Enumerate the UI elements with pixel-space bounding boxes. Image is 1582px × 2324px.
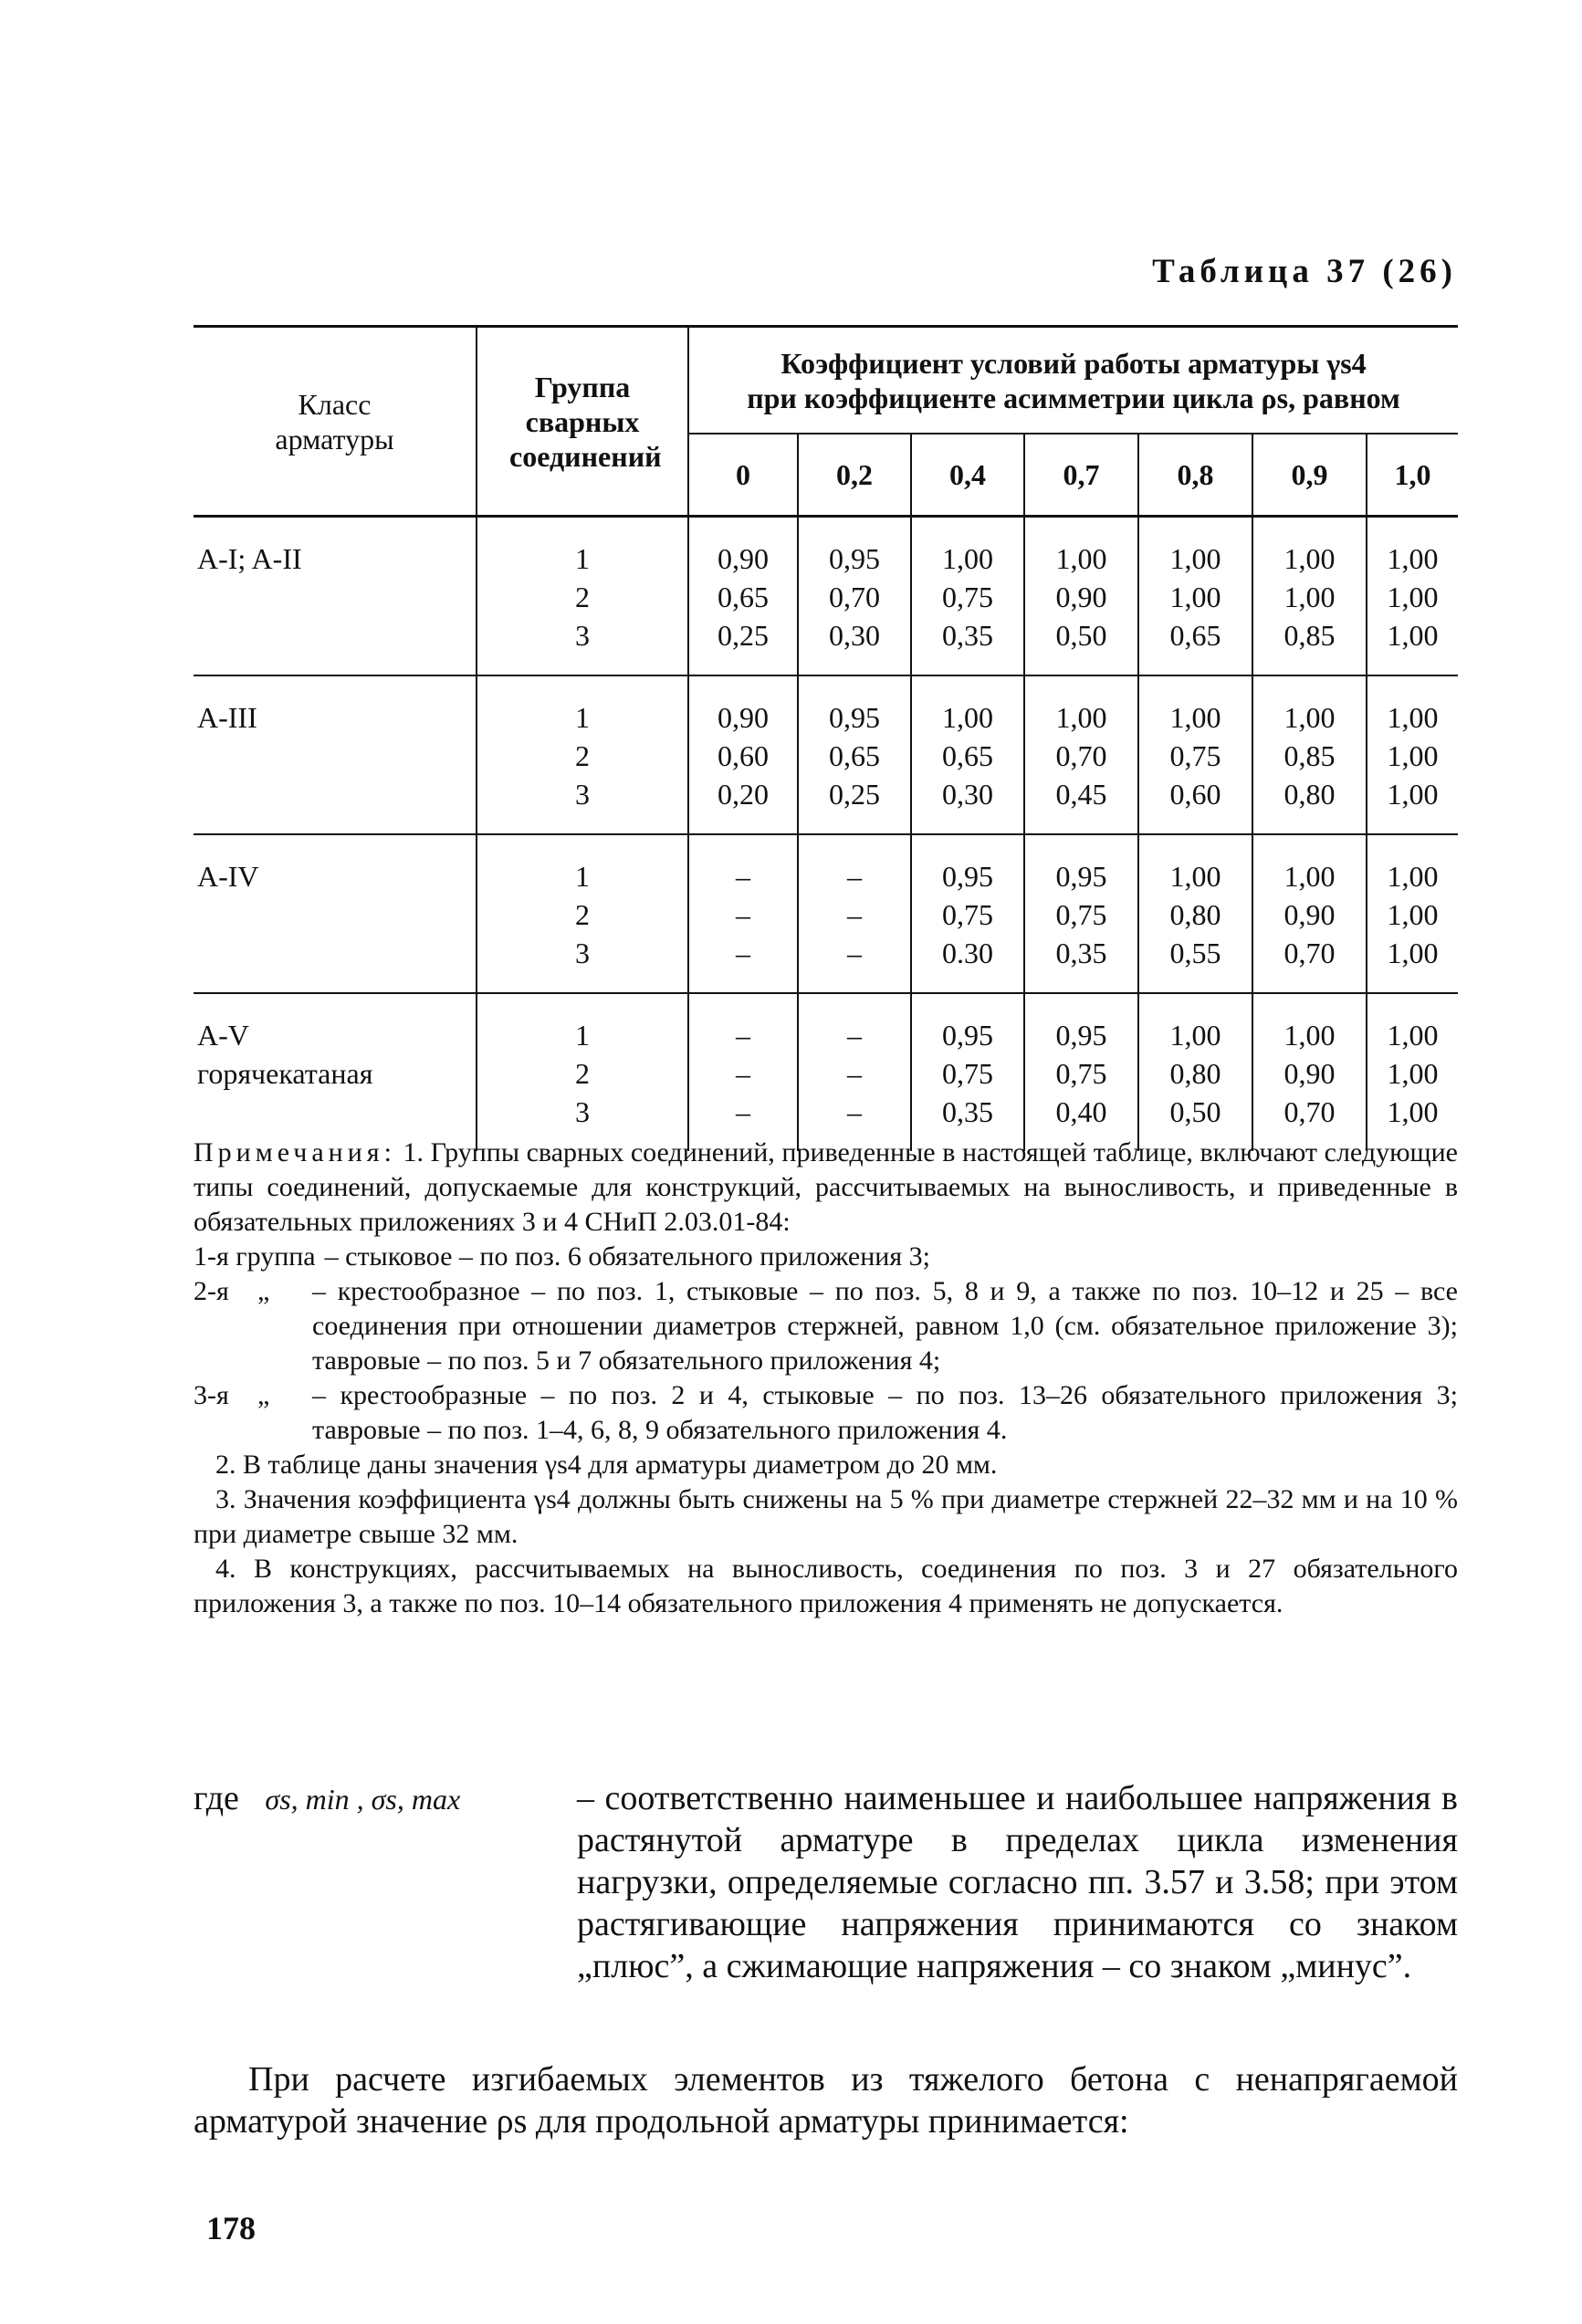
coef-value: 0,85 <box>1283 739 1336 772</box>
joint-group-2-text: – крестообразное – по поз. 1, стыковые – по поз. 5, 8 и 9, а также по поз. 10–12 и 25 – все соединения при отношении диаметров стержней, равном 1,0 (см. обязательное приложение 3); тавровые – по поз. 5 и 7 обязательного приложения 4; <box>312 1276 1458 1376</box>
coef-value: 0,70 <box>829 581 880 613</box>
joint-cell <box>477 675 688 834</box>
header-class <box>194 327 477 517</box>
value-cell <box>1367 675 1458 834</box>
value-cell <box>798 517 911 676</box>
joint-number: 2 <box>575 1057 590 1090</box>
coef-value: 0,95 <box>942 860 993 893</box>
joint-group-1-prefix: 1-я группа <box>194 1241 316 1272</box>
coef-value: 0,65 <box>1169 619 1221 652</box>
value-cell <box>1138 517 1252 676</box>
coef-value: 0,30 <box>942 778 993 811</box>
coef-value: 0,75 <box>1169 739 1221 772</box>
coef-value: 1,00 <box>1055 542 1107 575</box>
value-cell <box>688 834 798 993</box>
header-rho-6: 1,0 <box>1367 434 1458 517</box>
coef-value: 1,00 <box>1283 701 1336 734</box>
coef-value: 0,65 <box>942 739 993 772</box>
joint-number: 1 <box>575 701 590 734</box>
joint-number: 2 <box>575 581 590 613</box>
coef-value: – <box>847 1095 862 1128</box>
value-cell <box>798 834 911 993</box>
note-3: 3. Значения коэффициента γs4 должны быть снижены на 5 % при диаметре стержней 22–32 мм и на 10 % при диаметре свыше 32 мм. <box>194 1484 1458 1549</box>
coef-value: 0,35 <box>1055 937 1107 969</box>
value-cell <box>1138 993 1252 1151</box>
note-2: 2. В таблице даны значения γs4 для арматуры диаметром до 20 мм. <box>215 1450 998 1480</box>
coef-value: 0,80 <box>1169 1057 1221 1090</box>
header-rho-3: 0,7 <box>1024 434 1138 517</box>
joint-number: 2 <box>575 898 590 931</box>
table-notes <box>194 1136 1458 1621</box>
coef-value: 1,00 <box>1387 860 1439 893</box>
notes-lead: Примечания: <box>194 1137 396 1167</box>
class-label: A-III <box>197 701 257 734</box>
value-cell <box>1252 993 1367 1151</box>
coef-value: 1,00 <box>1387 778 1439 811</box>
value-cell <box>911 675 1024 834</box>
coef-value: – <box>736 1019 750 1052</box>
coef-value: – <box>736 937 750 969</box>
table-row <box>194 993 1458 1151</box>
coef-value: 0,60 <box>718 739 769 772</box>
value-cell <box>1252 517 1367 676</box>
joint-cell <box>477 993 688 1151</box>
coef-value: 0,80 <box>1169 898 1221 931</box>
coef-value: 0,70 <box>1283 937 1336 969</box>
coef-value: 0,80 <box>1283 778 1336 811</box>
coef-value: 0,95 <box>829 701 880 734</box>
coef-value: 1,00 <box>1387 1095 1439 1128</box>
class-label: A-IV <box>197 860 259 893</box>
coef-value: 1,00 <box>1387 581 1439 613</box>
coef-value: 1,00 <box>1387 739 1439 772</box>
coef-value: 1,00 <box>1387 937 1439 969</box>
joint-group-3-prefix: 3-я <box>194 1380 229 1410</box>
coef-value: 0,90 <box>718 701 769 734</box>
header-coefficient-line1: Коэффициент условий работы арматуры γs4 <box>781 346 1367 380</box>
coef-value: 0,90 <box>1055 581 1107 613</box>
table-row <box>194 675 1458 834</box>
coef-value: 1,00 <box>1283 581 1336 613</box>
coef-value: 0.30 <box>942 937 993 969</box>
body-paragraph: При расчете изгибаемых элементов из тяжелого бетона с ненапрягаемой арматурой значение ρs для продольной арматуры принимается: <box>194 2060 1458 2141</box>
header-joint-group <box>477 327 688 517</box>
coef-value: 0,95 <box>1055 1019 1107 1052</box>
coef-value: 0,90 <box>718 542 769 575</box>
coef-value: 1,00 <box>1283 1019 1336 1052</box>
joint-group-3 <box>194 1378 1458 1448</box>
note-1-text: 1. Группы сварных соединений, приведенные в настоящей таблице, включают следующие типы соединений, допускаемые для конструкций, рассчитываемых на выносливость, и приведенные в обязательных приложениях 3 и 4 СНиП 2.03.01-84: <box>194 1137 1459 1237</box>
coef-value: 0,75 <box>942 898 993 931</box>
coef-value: 1,00 <box>1387 701 1439 734</box>
coef-value: 0,90 <box>1283 1057 1336 1090</box>
class-cell <box>194 993 477 1151</box>
coef-value: 0,75 <box>1055 1057 1107 1090</box>
joint-cell <box>477 517 688 676</box>
header-rho-2: 0,4 <box>911 434 1024 517</box>
stress-symbols: σs, min , σs, max <box>265 1783 461 1816</box>
value-cell <box>688 675 798 834</box>
table-caption: Таблица 37 (26) <box>1152 253 1457 290</box>
joint-group-1-text: – стыковое – по поз. 6 обязательного приложения 3; <box>324 1241 930 1272</box>
value-cell <box>1138 675 1252 834</box>
value-cell <box>911 834 1024 993</box>
coef-value: – <box>847 860 862 893</box>
value-cell <box>911 993 1024 1151</box>
coef-value: 0,65 <box>718 581 769 613</box>
coef-value: 0,20 <box>718 778 769 811</box>
table-group-a5 <box>194 993 1458 1151</box>
coef-value: 1,00 <box>1387 898 1439 931</box>
joint-cell <box>477 834 688 993</box>
joint-number: 2 <box>575 739 590 772</box>
joint-number: 3 <box>575 778 590 811</box>
coef-value: 0,50 <box>1169 1095 1221 1128</box>
coef-value: 1,00 <box>1387 619 1439 652</box>
coef-value: 1,00 <box>1387 542 1439 575</box>
coef-value: – <box>736 1057 750 1090</box>
coef-value: 1,00 <box>942 701 993 734</box>
coef-value: – <box>736 898 750 931</box>
value-cell <box>1024 993 1138 1151</box>
value-cell <box>1367 834 1458 993</box>
table-row <box>194 834 1458 993</box>
coef-value: 0,25 <box>718 619 769 652</box>
table-group-a3 <box>194 675 1458 834</box>
value-cell <box>1252 675 1367 834</box>
coef-value: 0,95 <box>1055 860 1107 893</box>
coef-value: 1,00 <box>1169 1019 1221 1052</box>
coef-value: 0,35 <box>942 1095 993 1128</box>
coef-value: 0,95 <box>829 542 880 575</box>
joint-number: 1 <box>575 1019 590 1052</box>
page-number: 178 <box>206 2210 256 2246</box>
coef-value: 1,00 <box>1283 542 1336 575</box>
joint-number: 3 <box>575 619 590 652</box>
joint-group-2 <box>194 1274 1458 1378</box>
joint-number: 3 <box>575 937 590 969</box>
note-4: 4. В конструкциях, рассчитываемых на выносливость, соединения по поз. 3 и 27 обязательного приложения 3, а также по поз. 10–14 обязательного приложения 4 применять не допускается. <box>194 1554 1458 1618</box>
header-coefficient-line2: при коэффициенте асимметрии цикла ρs, равном <box>747 381 1400 414</box>
value-cell <box>1138 834 1252 993</box>
coef-value: 0,55 <box>1169 937 1221 969</box>
coef-value: 1,00 <box>1055 701 1107 734</box>
coef-value: 0,40 <box>1055 1095 1107 1128</box>
value-cell <box>1252 834 1367 993</box>
coefficient-table-grid <box>194 325 1458 1151</box>
coef-value: 1,00 <box>1387 1019 1439 1052</box>
joint-group-2-prefix: 2-я <box>194 1276 229 1306</box>
joint-group-3-text: – крестообразные – по поз. 2 и 4, стыковые – по поз. 13–26 обязательного приложения 3; тавровые – по поз. 1–4, 6, 8, 9 обязательного приложения 4. <box>312 1380 1458 1445</box>
coef-value: 1,00 <box>1169 860 1221 893</box>
coef-value: 0,75 <box>1055 898 1107 931</box>
coef-value: – <box>847 1019 862 1052</box>
table-group-a1-a2 <box>194 517 1458 676</box>
coef-value: 0,90 <box>1283 898 1336 931</box>
class-label: A-I; A-II <box>197 542 302 575</box>
coef-value: 0,65 <box>829 739 880 772</box>
table-group-a4 <box>194 834 1458 993</box>
value-cell <box>1024 675 1138 834</box>
where-text: – соответственно наименьшее и наибольшее напряжения в растянутой арматуре в пределах цикла изменения нагрузки, определяемые согласно пп. 3.57 и 3.58; при этом растягивающие напряжения принимаются со знаком „плюс”, а сжимающие напряжения – со знаком „минус”. <box>577 1779 1458 1985</box>
coef-value: 1,00 <box>1387 1057 1439 1090</box>
coef-value: – <box>847 1057 862 1090</box>
value-cell <box>911 517 1024 676</box>
value-cell <box>798 675 911 834</box>
coef-value: 0,70 <box>1283 1095 1336 1128</box>
coef-value: 1,00 <box>1169 542 1221 575</box>
header-rho-1: 0,2 <box>798 434 911 517</box>
coef-value: 1,00 <box>942 542 993 575</box>
joint-number: 1 <box>575 860 590 893</box>
class-cell <box>194 517 477 676</box>
ditto-mark: „ <box>257 1380 270 1410</box>
coef-value: 0,75 <box>942 581 993 613</box>
joint-number: 1 <box>575 542 590 575</box>
value-cell <box>688 517 798 676</box>
coefficient-table <box>194 325 1458 1151</box>
table-row <box>194 517 1458 676</box>
coef-value: 0,95 <box>942 1019 993 1052</box>
coef-value: 1,00 <box>1283 860 1336 893</box>
header-coefficient <box>688 327 1458 434</box>
header-joint-group-label: Группа сварных соединений <box>509 370 662 473</box>
where-word: где <box>194 1779 239 1817</box>
coef-value: 0,25 <box>829 778 880 811</box>
class-label: A-V <box>197 1019 249 1052</box>
coef-value: 0,85 <box>1283 619 1336 652</box>
coef-value: 0,60 <box>1169 778 1221 811</box>
joint-group-1 <box>194 1240 1458 1274</box>
header-rho-0: 0 <box>688 434 798 517</box>
coef-value: 0,35 <box>942 619 993 652</box>
header-class-label: Класс арматуры <box>275 387 394 455</box>
coef-value: – <box>736 1095 750 1128</box>
coef-value: – <box>736 860 750 893</box>
value-cell <box>688 993 798 1151</box>
where-clause <box>194 1777 1458 1987</box>
value-cell <box>798 993 911 1151</box>
coef-value: 0,50 <box>1055 619 1107 652</box>
class-cell <box>194 834 477 993</box>
note-1 <box>194 1136 1458 1240</box>
coef-value: – <box>847 898 862 931</box>
coef-value: 1,00 <box>1169 581 1221 613</box>
value-cell <box>1024 834 1138 993</box>
ditto-mark: „ <box>257 1276 270 1306</box>
value-cell <box>1367 993 1458 1151</box>
coef-value: 0,30 <box>829 619 880 652</box>
coef-value: 0,70 <box>1055 739 1107 772</box>
where-label <box>194 1777 577 1987</box>
joint-number: 3 <box>575 1095 590 1128</box>
class-cell <box>194 675 477 834</box>
value-cell <box>1367 517 1458 676</box>
class-label: горячекатаная <box>197 1057 373 1090</box>
value-cell <box>1024 517 1138 676</box>
coef-value: 1,00 <box>1169 701 1221 734</box>
coef-value: 0,75 <box>942 1057 993 1090</box>
coef-value: – <box>847 937 862 969</box>
header-rho-5: 0,9 <box>1252 434 1367 517</box>
header-rho-4: 0,8 <box>1138 434 1252 517</box>
coef-value: 0,45 <box>1055 778 1107 811</box>
